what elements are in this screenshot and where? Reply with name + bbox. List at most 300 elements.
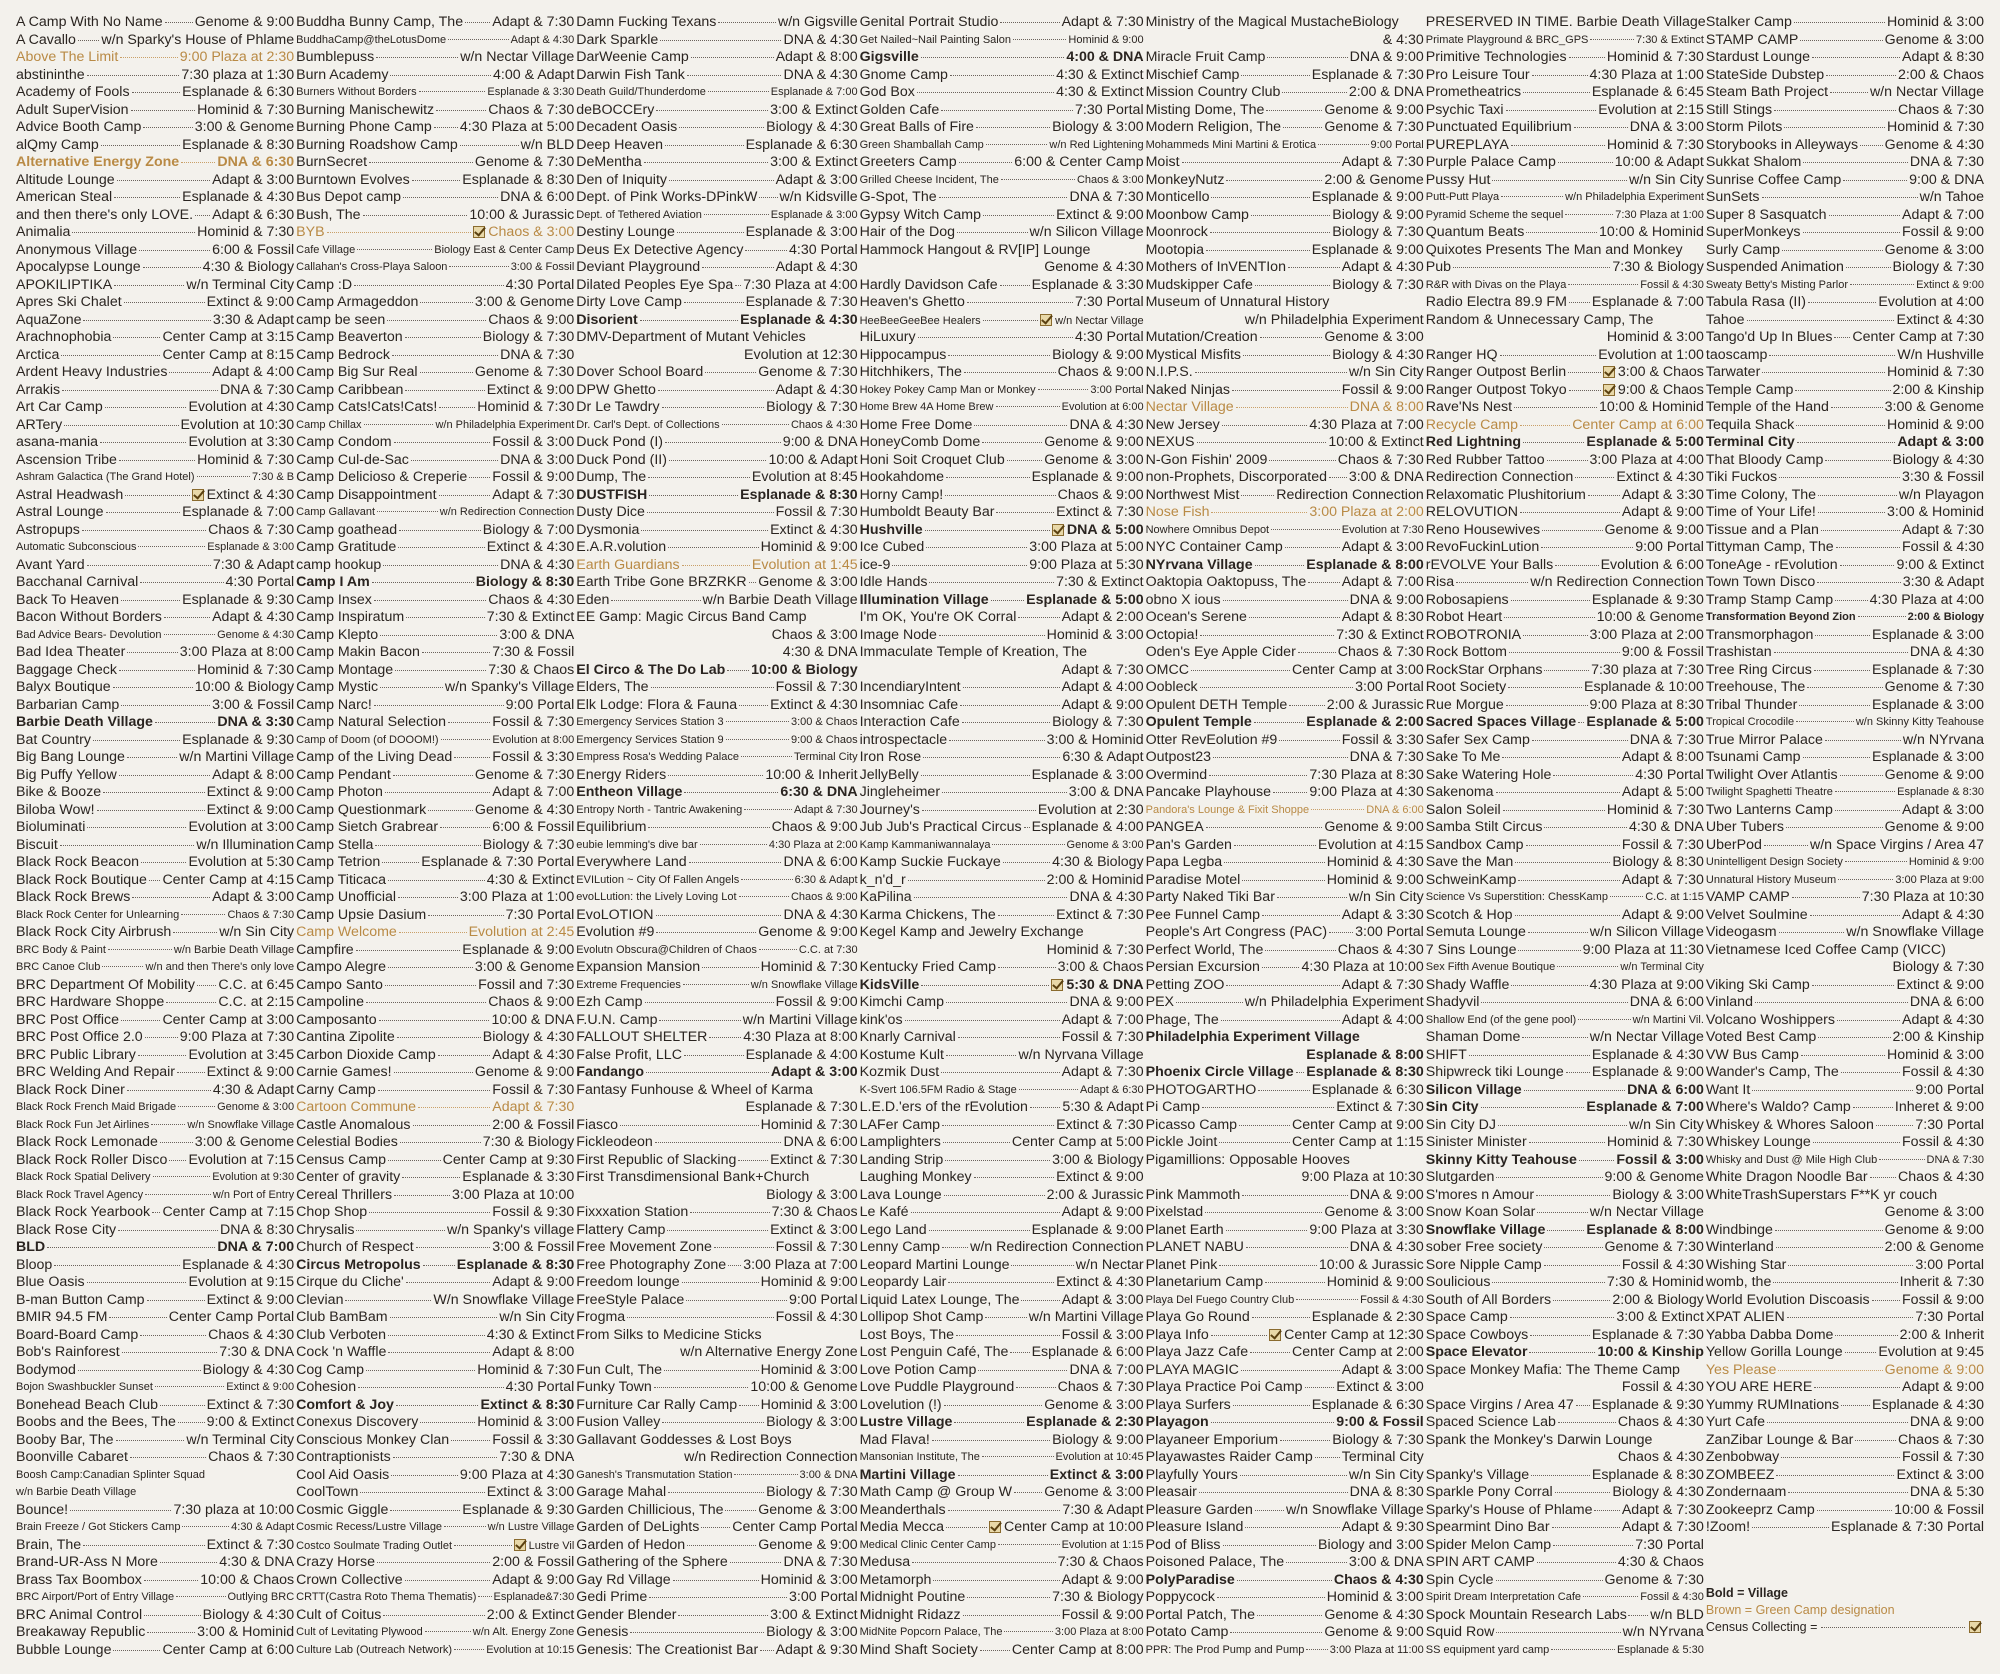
camp-name: Quantum Beats bbox=[1425, 224, 1525, 240]
dot-leader bbox=[138, 1054, 187, 1056]
camp-location: w/n BLD bbox=[1650, 1606, 1704, 1623]
camp-entry bbox=[1146, 1589, 1424, 1607]
dot-leader bbox=[945, 494, 1055, 496]
camp-name: Astropups bbox=[16, 521, 80, 538]
dot-leader bbox=[416, 1246, 491, 1248]
camp-name: BMIR 94.5 FM bbox=[16, 1309, 108, 1325]
dot-leader bbox=[662, 1421, 764, 1423]
camp-name: Tramp Stamp Camp bbox=[1705, 591, 1834, 608]
camp-name: Still Stings bbox=[1705, 101, 1773, 118]
camp-entry bbox=[296, 1257, 574, 1275]
camp-name: DUSTFISH bbox=[576, 486, 648, 503]
dot-leader bbox=[668, 774, 763, 776]
camp-name: Heaven's Ghetto bbox=[859, 294, 965, 310]
camp-name: Space Virgins / Area 47 bbox=[1425, 1396, 1574, 1413]
camp-name: PRESERVED IN TIME. Barbie Death Village bbox=[1425, 14, 1706, 30]
camp-location: C.C. at 2:15 bbox=[218, 994, 295, 1010]
camp-name: KaPilina bbox=[859, 889, 912, 905]
camp-entry bbox=[860, 644, 1144, 662]
dot-leader bbox=[744, 808, 792, 810]
camp-location: Esplanade & 8:00 bbox=[1306, 1046, 1424, 1063]
dot-leader bbox=[369, 161, 473, 163]
dot-leader bbox=[1853, 1106, 1893, 1108]
camp-location: 7:30 Portal bbox=[1635, 1536, 1704, 1553]
camp-location: Hominid & 7:30 bbox=[1606, 49, 1704, 65]
camp-entry bbox=[860, 154, 1144, 172]
dot-leader bbox=[759, 196, 777, 198]
camp-entry bbox=[576, 1117, 857, 1135]
dot-leader bbox=[140, 581, 223, 583]
camp-entry bbox=[1706, 1047, 1984, 1065]
camp-location: w/n Silicon Village bbox=[1029, 224, 1144, 240]
camp-name: Emergency Services Station 9 bbox=[576, 733, 724, 746]
camp-name: DPW Ghetto bbox=[576, 381, 656, 398]
camp-name: Sore Nipple Camp bbox=[1425, 1256, 1542, 1273]
dot-leader bbox=[1277, 896, 1347, 898]
dot-leader bbox=[1568, 371, 1601, 373]
dot-leader bbox=[958, 1474, 1048, 1476]
camp-location: DNA & 3:00 bbox=[500, 451, 575, 468]
camp-location: 7:30 & Biology bbox=[1052, 1589, 1144, 1605]
camp-location: Biology & 4:30 bbox=[202, 1606, 295, 1623]
dot-leader bbox=[1547, 459, 1588, 461]
dot-leader bbox=[1315, 1456, 1340, 1458]
camp-entry bbox=[1146, 259, 1424, 277]
camp-name: Surly Camp bbox=[1705, 241, 1781, 258]
dot-leader bbox=[648, 476, 750, 478]
camp-location: 7:30 & B bbox=[251, 471, 295, 483]
dot-leader bbox=[647, 511, 774, 513]
dot-leader bbox=[1529, 1351, 1595, 1353]
camp-name: Brain, The bbox=[16, 1536, 82, 1553]
dot-leader bbox=[1818, 511, 1885, 513]
camp-location: Evolution at 9:30 bbox=[212, 1171, 295, 1183]
spacer bbox=[578, 1457, 682, 1458]
camp-location: Chaos & 7:30 bbox=[1898, 1431, 1985, 1448]
camp-entry bbox=[16, 714, 294, 732]
camp-entry bbox=[1426, 119, 1704, 137]
dot-leader bbox=[383, 1614, 484, 1616]
camp-entry bbox=[16, 84, 294, 102]
camp-location: Esplanade & 7:00 bbox=[1586, 1099, 1704, 1115]
camp-location: Extinct & 7:30 bbox=[1056, 504, 1144, 520]
camp-location: w/n Nectar Village bbox=[1589, 1029, 1704, 1045]
camp-location: Adapt & 3:00 bbox=[1897, 434, 1985, 450]
camp-name: Pancake Playhouse bbox=[1145, 784, 1272, 800]
census-check-icon bbox=[989, 1521, 1001, 1533]
dot-leader bbox=[976, 126, 1050, 128]
camp-name: Astral Headwash bbox=[16, 486, 124, 503]
camp-location: DNA & 7:30 bbox=[1909, 154, 1985, 170]
camp-name: Fiasco bbox=[576, 1116, 619, 1133]
dot-leader bbox=[87, 1281, 187, 1283]
camp-entry bbox=[1146, 67, 1424, 85]
camp-name: PANGEA bbox=[1145, 819, 1204, 835]
camp-name: Mothers of InVENTIon bbox=[1145, 259, 1286, 275]
camp-name: Adult SuperVision bbox=[16, 101, 129, 118]
dot-leader bbox=[1511, 144, 1605, 146]
dot-leader bbox=[390, 74, 491, 76]
camp-location: Extinct & 8:30 bbox=[480, 1396, 575, 1413]
dot-leader bbox=[1814, 1386, 1900, 1388]
camp-location: 4:30 & Adapt bbox=[231, 1521, 295, 1533]
camp-entry bbox=[296, 627, 574, 645]
camp-name: RELOVUTION bbox=[1425, 504, 1518, 520]
camp-entry bbox=[1146, 1327, 1424, 1345]
camp-location: Chaos & 4:30 bbox=[1333, 1571, 1424, 1588]
dot-leader bbox=[921, 774, 1030, 776]
camp-location: 7:30 & Chaos bbox=[771, 1204, 858, 1220]
camp-location: Extinct & 4:30 bbox=[206, 486, 295, 503]
camp-entry bbox=[296, 644, 574, 662]
camp-location: Adapt & 7:00 bbox=[492, 784, 575, 800]
camp-name: Playagon bbox=[1145, 1414, 1209, 1430]
dot-leader bbox=[390, 1316, 498, 1318]
camp-location: Adapt & 9:00 bbox=[1621, 504, 1704, 520]
camp-location: Esplanade & 7:30 bbox=[1591, 1326, 1704, 1343]
camp-location: 4:30 Portal bbox=[1074, 329, 1144, 345]
dot-leader bbox=[1553, 774, 1633, 776]
camp-entry bbox=[860, 784, 1144, 802]
camp-entry bbox=[860, 837, 1144, 855]
dot-leader bbox=[1267, 56, 1347, 58]
camp-entry bbox=[860, 172, 1144, 190]
camp-name: Landing Strip bbox=[859, 1151, 944, 1168]
dot-leader bbox=[1510, 1316, 1615, 1318]
camp-location: Genome & 3:00 bbox=[1884, 1204, 1985, 1220]
camp-location: Chaos & 7:30 bbox=[1057, 1379, 1144, 1395]
dot-leader bbox=[1555, 564, 1598, 566]
camp-location: 3:00 Plaza at 9:00 bbox=[1895, 873, 1985, 886]
dot-leader bbox=[1590, 38, 1634, 40]
dot-leader bbox=[1329, 931, 1353, 933]
dot-leader bbox=[1526, 844, 1620, 846]
camp-location: Evolution at 3:30 bbox=[188, 434, 295, 450]
camp-entry bbox=[1706, 592, 1984, 610]
camp-location: 7:30 Plaza at 8:30 bbox=[1309, 766, 1424, 783]
dot-leader bbox=[372, 581, 474, 583]
dot-leader bbox=[690, 1211, 769, 1213]
dot-leader bbox=[1537, 1211, 1587, 1213]
dot-leader bbox=[62, 389, 218, 391]
camp-location: Fossil & 4:30 bbox=[1360, 1293, 1424, 1306]
camp-name: Camp Inspiratum bbox=[296, 609, 405, 625]
camp-entry bbox=[16, 1519, 294, 1537]
camp-name: Naked Ninjas bbox=[1145, 381, 1230, 398]
camp-name: Oaktopia Oaktopuss, The bbox=[1145, 574, 1307, 590]
dot-leader bbox=[735, 284, 741, 286]
camp-location: Genome & 3:00 bbox=[758, 1501, 858, 1518]
dot-leader bbox=[87, 826, 186, 828]
camp-location: Adapt & 3:00 bbox=[1901, 801, 1985, 818]
camp-location: Fossil & 4:30 bbox=[1902, 539, 1985, 555]
camp-location: Chaos & 9:00 bbox=[771, 819, 858, 835]
dot-leader bbox=[399, 529, 481, 531]
camp-location: W/n Snowflake Village bbox=[433, 1291, 575, 1308]
camp-entry bbox=[296, 924, 574, 942]
camp-entry bbox=[16, 522, 294, 540]
camp-entry bbox=[860, 539, 1144, 557]
camp-entry bbox=[296, 84, 574, 102]
camp-entry bbox=[1146, 1502, 1424, 1520]
dot-leader bbox=[364, 423, 434, 425]
camp-entry bbox=[1426, 907, 1704, 925]
camp-location: Adapt & 7:30 bbox=[1061, 14, 1144, 30]
camp-name: Spock Mountain Research Labs bbox=[1425, 1606, 1627, 1623]
camp-entry bbox=[1146, 294, 1424, 312]
camp-name: Campfire bbox=[296, 941, 354, 958]
camp-location: Biology & 7:30 bbox=[766, 1484, 858, 1500]
dot-leader bbox=[656, 109, 768, 111]
camp-name: Ezh Camp bbox=[576, 994, 643, 1010]
camp-location: Genome & 7:30 bbox=[474, 364, 575, 380]
camp-entry bbox=[860, 522, 1144, 540]
camp-name: Camp Makin Bacon bbox=[296, 644, 420, 660]
camp-name: Sacred Spaces Village bbox=[1425, 714, 1577, 730]
camp-entry bbox=[1426, 1187, 1704, 1205]
camp-entry bbox=[1706, 1082, 1984, 1100]
camp-location: DNA & 7:30 bbox=[1349, 749, 1424, 765]
camp-name: Leopardy Lair bbox=[859, 1274, 947, 1290]
dot-leader bbox=[644, 161, 768, 163]
camp-location: Fossil & 3:30 bbox=[492, 1431, 575, 1448]
camp-entry bbox=[1146, 539, 1424, 557]
camp-entry bbox=[1426, 1099, 1704, 1117]
camp-location: 4:30 & Chaos bbox=[1617, 1554, 1704, 1570]
camp-name: Burning Manischewitz bbox=[296, 101, 435, 118]
camp-name: World Evolution Discoasis bbox=[1705, 1291, 1870, 1308]
camp-location: Esplanade & 8:30 bbox=[462, 171, 575, 188]
camp-entry bbox=[16, 942, 294, 960]
camp-location: Genome & 9:00 bbox=[1884, 1221, 1985, 1238]
camp-location: 10:00 & Extinct bbox=[1328, 434, 1424, 450]
camp-name: Gigsville bbox=[859, 49, 919, 65]
camp-entry bbox=[576, 119, 857, 137]
camp-location: Adapt & 9:00 bbox=[492, 1571, 575, 1588]
camp-location: 5:30 & DNA bbox=[1066, 976, 1144, 993]
camp-name: Conscious Monkey Clan bbox=[296, 1431, 450, 1448]
dot-leader bbox=[118, 1229, 218, 1231]
dot-leader bbox=[116, 1439, 185, 1441]
camp-entry bbox=[576, 854, 857, 872]
dot-leader bbox=[380, 686, 443, 688]
camp-location: Adapt & 7:30 bbox=[1621, 1519, 1704, 1535]
camp-location: Adapt & 8:00 bbox=[492, 1344, 575, 1360]
camp-location: 2:00 & Genome bbox=[1884, 1239, 1985, 1255]
camp-name: Astral Lounge bbox=[16, 504, 104, 520]
dot-leader bbox=[83, 1544, 204, 1546]
dot-leader bbox=[1496, 1176, 1602, 1178]
camp-location: Hominid & 7:30 bbox=[1606, 136, 1704, 153]
camp-name: Shipwreck tiki Lounge bbox=[1425, 1064, 1564, 1080]
dot-leader bbox=[122, 1351, 218, 1353]
camp-name: Pleasure Island bbox=[1145, 1519, 1244, 1535]
camp-location: 4:30 & Biology bbox=[1052, 854, 1144, 870]
dot-leader bbox=[439, 406, 475, 408]
camp-entry bbox=[576, 977, 857, 995]
dot-leader bbox=[1551, 1648, 1615, 1650]
camp-name: Interaction Cafe bbox=[859, 714, 960, 730]
dot-leader bbox=[428, 914, 503, 916]
camp-entry bbox=[1426, 417, 1704, 435]
camp-entry bbox=[16, 224, 294, 242]
camp-entry bbox=[1146, 84, 1424, 102]
dot-leader bbox=[1481, 1106, 1585, 1108]
camp-name: Root Society bbox=[1425, 679, 1507, 695]
camp-name: SunSets bbox=[1705, 189, 1760, 205]
dot-leader bbox=[405, 389, 484, 391]
camp-entry bbox=[296, 487, 574, 505]
camp-entry bbox=[1706, 1432, 1984, 1450]
camp-name: Deep Heaven bbox=[576, 136, 664, 153]
dot-leader bbox=[1837, 1019, 1900, 1021]
camp-location: 2:00 & Inherit bbox=[1899, 1326, 1985, 1343]
camp-location: Extinct & 3:00 bbox=[1896, 1466, 1985, 1483]
camp-entry bbox=[1706, 574, 1984, 592]
camp-name: Sweaty Betty's Misting Parlor bbox=[1705, 278, 1848, 291]
dot-leader bbox=[1306, 1648, 1327, 1650]
camp-location: Esplanade & 4:30 bbox=[182, 189, 295, 205]
camp-entry bbox=[1706, 1274, 1984, 1292]
dot-leader bbox=[1021, 1299, 1059, 1301]
camp-location: Evolution at 7:15 bbox=[188, 1151, 295, 1168]
dot-leader bbox=[1176, 1001, 1243, 1003]
camp-location: Terminal City bbox=[794, 751, 858, 763]
dot-leader bbox=[181, 161, 215, 163]
camp-name: asana-mania bbox=[16, 434, 99, 450]
camp-location: Extinct & 7:30 bbox=[1056, 1116, 1144, 1133]
camp-name: Dirty Love Camp bbox=[576, 294, 682, 310]
dot-leader bbox=[667, 1229, 768, 1231]
camp-name: Spank the Monkey's Darwin Lounge bbox=[1425, 1431, 1653, 1448]
dot-leader bbox=[1813, 1141, 1900, 1143]
camp-name: Planetarium Camp bbox=[1145, 1274, 1264, 1290]
dot-leader bbox=[1243, 354, 1330, 356]
camp-entry bbox=[576, 889, 857, 907]
camp-location: Adapt & 7:30 bbox=[1061, 1064, 1144, 1080]
dot-leader bbox=[917, 91, 1054, 93]
camp-location: Extinct & 9:00 bbox=[486, 381, 575, 398]
dot-leader bbox=[1007, 459, 1043, 461]
camp-entry bbox=[1706, 189, 1984, 207]
camp-entry bbox=[1426, 1012, 1704, 1030]
camp-name: Suspended Animation bbox=[1705, 259, 1844, 275]
camp-name: CRTT(Castra Roto Thema Thematis) bbox=[296, 1591, 477, 1603]
camp-name: Evolutn Obscura@Children of Chaos bbox=[576, 943, 757, 956]
camp-location: Biology & 7:30 bbox=[1332, 1431, 1424, 1448]
camp-entry bbox=[1706, 749, 1984, 767]
camp-entry bbox=[1146, 609, 1424, 627]
camp-name: Tango'd Up In Blues bbox=[1705, 329, 1833, 345]
camp-entry bbox=[576, 1152, 857, 1170]
dot-leader bbox=[1569, 301, 1590, 303]
camp-location: 3:00 & DNA bbox=[799, 1468, 858, 1481]
camp-entry bbox=[860, 364, 1144, 382]
camp-location: Hominid & 7:30 bbox=[1046, 941, 1144, 958]
camp-location: Chaos & 9:00 bbox=[1057, 364, 1144, 380]
dot-leader bbox=[1532, 739, 1628, 741]
dot-leader bbox=[454, 1648, 484, 1650]
camp-location: 10:00 & Biology bbox=[751, 661, 858, 678]
camp-name: Mission Country Club bbox=[1145, 84, 1281, 100]
camp-entry bbox=[860, 102, 1144, 120]
camp-location: Hominid & 9:00 bbox=[1068, 33, 1144, 46]
camp-location: Center Camp Portal bbox=[732, 1519, 858, 1535]
camp-name: Oden's Eye Apple Cider bbox=[1145, 644, 1296, 660]
camp-location: Chaos & 4:30 bbox=[1898, 1169, 1985, 1185]
camp-entry bbox=[860, 1379, 1144, 1397]
camp-entry bbox=[576, 14, 857, 32]
camp-name: First Transdimensional Bank+Church bbox=[576, 1169, 810, 1185]
camp-name: Pickle Joint bbox=[1145, 1134, 1218, 1150]
dot-leader bbox=[718, 21, 776, 23]
dot-leader bbox=[121, 599, 180, 601]
camp-entry bbox=[16, 189, 294, 207]
dot-leader bbox=[641, 529, 768, 531]
camp-entry bbox=[1706, 137, 1984, 155]
camp-entry bbox=[16, 417, 294, 435]
camp-location: 4:30 Plaza at 8:00 bbox=[743, 1029, 858, 1045]
camp-name: Mudskipper Cafe bbox=[1145, 276, 1253, 293]
dot-leader bbox=[1010, 1351, 1029, 1353]
camp-name: Stardust Lounge bbox=[1705, 49, 1811, 65]
camp-name: camp be seen bbox=[296, 311, 386, 328]
camp-name: Bumblepuss bbox=[296, 49, 375, 65]
camp-location: Extinct & 7:30 bbox=[770, 1151, 858, 1168]
camp-name: True Mirror Palace bbox=[1705, 731, 1823, 748]
camp-entry bbox=[576, 1012, 857, 1030]
camp-entry bbox=[1426, 959, 1704, 977]
dot-leader bbox=[1206, 249, 1310, 251]
dot-leader bbox=[385, 984, 476, 986]
camp-entry bbox=[576, 1029, 857, 1047]
camp-entry bbox=[16, 1204, 294, 1222]
dot-leader bbox=[1769, 354, 1895, 356]
camp-location: 6:30 & Adapt bbox=[1062, 749, 1144, 765]
camp-entry bbox=[1146, 714, 1424, 732]
camp-location: Adapt & 4:30 bbox=[775, 259, 858, 275]
camp-entry bbox=[860, 959, 1144, 977]
camp-entry bbox=[576, 994, 857, 1012]
camp-location: Center Camp at 3:15 bbox=[162, 329, 295, 345]
dot-leader bbox=[1013, 38, 1066, 40]
camp-entry bbox=[1146, 732, 1424, 750]
dot-leader bbox=[948, 1509, 1061, 1511]
census-check-icon bbox=[1051, 979, 1063, 991]
camp-name: SchweinKamp bbox=[1425, 871, 1517, 888]
camp-location: Biology & 7:00 bbox=[482, 521, 575, 538]
dot-leader bbox=[394, 1194, 450, 1196]
camp-location: DNA & 4:30 bbox=[783, 31, 858, 48]
dot-leader bbox=[1818, 494, 1897, 496]
camp-entry bbox=[296, 942, 574, 960]
camp-entry bbox=[296, 1432, 574, 1450]
camp-entry bbox=[16, 889, 294, 907]
camp-name: Picasso Camp bbox=[1145, 1116, 1238, 1133]
camp-location: Hominid & 9:00 bbox=[1326, 871, 1424, 888]
camp-name: ZOMBEEZ bbox=[1705, 1466, 1775, 1483]
camp-location: 3:00 & Biology bbox=[1052, 1151, 1144, 1168]
camp-entry bbox=[1146, 347, 1424, 365]
camp-location: W/n Hushville bbox=[1897, 346, 1985, 363]
camp-entry bbox=[1146, 784, 1424, 802]
dot-leader bbox=[144, 1579, 198, 1581]
camp-location: Fossil & 4:30 bbox=[1640, 278, 1704, 291]
camp-name: Ardent Heavy Industries bbox=[16, 364, 168, 380]
camp-name: God Box bbox=[859, 84, 915, 100]
camp-location: Esplanade & 3:00 bbox=[207, 541, 295, 553]
camp-name: Brain Freeze / Got Stickers Camp bbox=[16, 1521, 181, 1533]
